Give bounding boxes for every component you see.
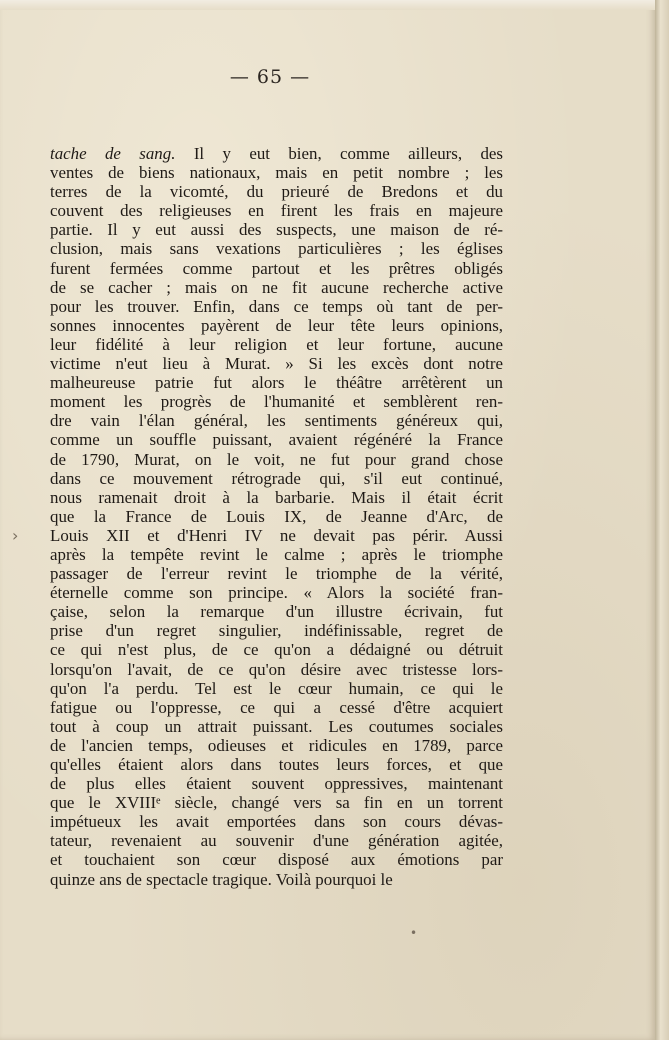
text-line: passager de l'erreur revint le triomphe de la vérité, <box>50 564 503 584</box>
lead-italic: tache de sang. <box>50 144 176 163</box>
text-line: de se cacher ; mais on ne fit aucune recherche active <box>50 277 503 297</box>
page-top-edge <box>0 0 669 10</box>
text-line: ventes de biens nationaux, mais en petit nombre ; les <box>50 163 503 183</box>
text-line: qu'on l'a perdu. Tel est le cœur humain, ce qui le <box>50 678 503 698</box>
text-line: moment les progrès de l'humanité et semblèrent ren- <box>50 392 503 412</box>
text-line: malheureuse patrie fut alors le théâtre arrêtèrent un <box>50 373 503 393</box>
text-line: partie. Il y eut aussi des suspects, une maison de ré- <box>50 220 503 240</box>
text-line: ce qui n'est plus, de ce qu'on a dédaigné ou détruit <box>50 640 503 660</box>
page-right-edge <box>655 0 669 1040</box>
text-line: et touchaient son cœur disposé aux émotions par <box>50 850 503 870</box>
text-line: çaise, selon la remarque d'un illustre écrivain, fut <box>50 602 503 622</box>
margin-mark: › <box>12 526 19 545</box>
text-line: sonnes innocentes payèrent de leur tête leurs opinions, <box>50 315 503 335</box>
text-line: terres de la vicomté, du prieuré de Bredons et du <box>50 182 503 202</box>
text-line: Louis XII et d'Henri IV ne devait pas périr. Aussi <box>50 525 503 545</box>
text-line: de 1790, Murat, on le voit, ne fut pour grand chose <box>50 449 503 469</box>
text-line: éternelle comme son principe. « Alors la société fran- <box>50 583 503 603</box>
text-line: couvent des religieuses en firent les frais en majeure <box>50 201 503 221</box>
text-line-1-rest: Il y eut bien, comme ailleurs, des <box>193 144 503 163</box>
page-number: — 65 — <box>229 66 311 88</box>
text-line-1 <box>50 144 503 163</box>
text-line: pour les trouver. Enfin, dans ce temps où tant de per- <box>50 296 503 316</box>
text-line: fatigue ou l'oppresse, ce qui a cessé d'être acquiert <box>50 697 503 717</box>
text-line: que la France de Louis IX, de Jeanne d'Arc, de <box>50 506 503 526</box>
text-line: après la tempête revint le calme ; après le triomphe <box>50 544 503 564</box>
text-line: lorsqu'on l'avait, de ce qu'on désire avec tristesse lors- <box>50 659 503 679</box>
ink-dot: • <box>410 926 418 940</box>
text-line: furent fermées comme partout et les prêtres obligés <box>50 258 503 278</box>
text-line-last: quinze ans de spectacle tragique. Voilà pourquoi le <box>50 869 393 889</box>
text-line: de plus elles étaient souvent oppressives, maintenant <box>50 774 503 794</box>
text-line: tateur, revenaient au souvenir d'une génération agitée, <box>50 831 503 851</box>
body-text <box>50 144 503 889</box>
text-line: comme un souffle puissant, avaient régénéré la France <box>50 430 503 450</box>
text-line: impétueux les avait emportées dans son cours dévas- <box>50 812 503 832</box>
text-line: leur fidélité à leur religion et leur fortune, aucune <box>50 334 503 354</box>
text-line: qu'elles étaient alors dans toutes leurs forces, et que <box>50 755 503 774</box>
text-line: dre vain l'élan général, les sentiments généreux qui, <box>50 411 503 431</box>
text-line: dans ce mouvement rétrograde qui, s'il eut continué, <box>50 468 503 488</box>
text-line: victime n'eut lieu à Murat. » Si les excès dont notre <box>50 354 503 374</box>
text-line: clusion, mais sans vexations particulières ; les églises <box>50 239 503 259</box>
text-line: de l'ancien temps, odieuses et ridicules en 1789, parce <box>50 735 503 755</box>
text-line: prise d'un regret singulier, indéfinissable, regret de <box>50 621 503 641</box>
text-line: tout à coup un attrait puissant. Les coutumes sociales <box>50 716 503 736</box>
text-line: nous ramenait droit à la barbarie. Mais il était écrit <box>50 487 503 507</box>
text-line: que le XVIIIᵉ siècle, changé vers sa fin en un torrent <box>50 793 503 813</box>
